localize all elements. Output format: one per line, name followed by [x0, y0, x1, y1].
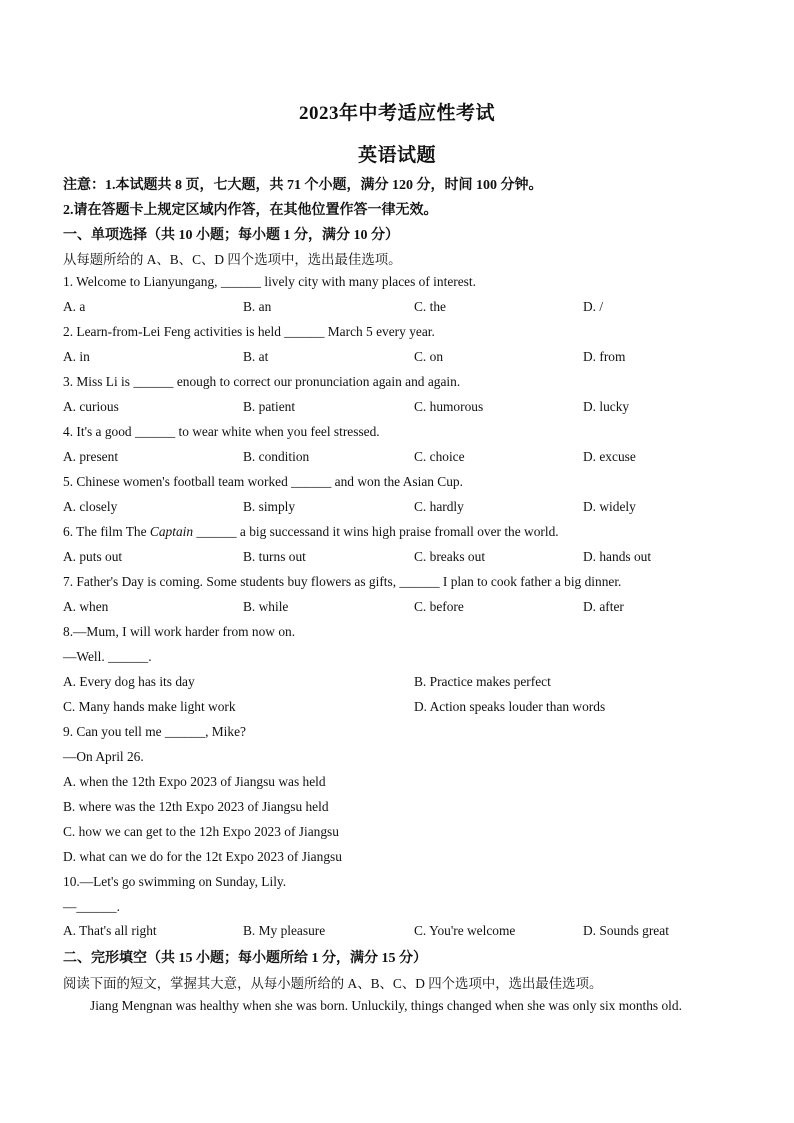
- question-9-option-a: A. when the 12th Expo 2023 of Jiangsu was held: [63, 774, 326, 789]
- question-2-option-b: B. at: [243, 349, 269, 364]
- question-1-option-d: D. /: [583, 299, 604, 314]
- question-8-line-1: 8.—Mum, I will work harder from now on.: [63, 624, 296, 639]
- question-9-line-2: —On April 26.: [63, 749, 144, 764]
- question-6-option-b: B. turns out: [243, 549, 306, 564]
- question-6-option-c: C. breaks out: [414, 549, 486, 564]
- question-6-stem-pre: 6. The film The: [63, 524, 150, 539]
- question-10-option-b: B. My pleasure: [243, 923, 326, 938]
- exam-subtitle: 英语试题: [357, 145, 436, 166]
- question-9-option-b: B. where was the 12th Expo 2023 of Jiangsu held: [63, 799, 329, 814]
- question-6-option-d: D. hands out: [583, 549, 652, 564]
- question-5-option-b: B. simply: [243, 499, 296, 514]
- question-9-option-c: C. how we can get to the 12h Expo 2023 of Jiangsu: [63, 824, 339, 839]
- question-10-option-a: A. That's all right: [63, 923, 157, 938]
- question-8-line-2: —Well. ______.: [63, 649, 152, 664]
- question-8-option-b: B. Practice makes perfect: [414, 674, 551, 689]
- question-1-stem: 1. Welcome to Lianyungang, ______ lively city with many places of interest.: [63, 274, 476, 289]
- question-3-option-b: B. patient: [243, 399, 296, 414]
- question-7-option-b: B. while: [243, 599, 289, 614]
- note-line-2: 2.请在答题卡上规定区域内作答，在其他位置作答一律无效。: [63, 203, 438, 218]
- question-9-option-d: D. what can we do for the 12t Expo 2023 of Jiangsu: [63, 849, 342, 864]
- exam-title: 2023年中考适应性考试: [298, 103, 495, 124]
- question-9-line-1: 9. Can you tell me ______, Mike?: [63, 724, 246, 739]
- question-5-option-a: A. closely: [63, 499, 118, 514]
- question-5-option-d: D. widely: [583, 499, 636, 514]
- section-1-instruction: 从每题所给的 A、B、C、D 四个选项中，选出最佳选项。: [63, 252, 402, 267]
- question-2-stem: 2. Learn-from-Lei Feng activities is held ______ March 5 every year.: [63, 324, 435, 339]
- question-5-stem: 5. Chinese women's football team worked ______ and won the Asian Cup.: [63, 474, 463, 489]
- question-2-option-d: D. from: [583, 349, 626, 364]
- section-1-heading: 一、单项选择（共 10 小题；每小题 1 分，满分 10 分）: [63, 228, 399, 243]
- question-3-option-c: C. humorous: [414, 399, 484, 414]
- question-4-option-d: D. excuse: [583, 449, 636, 464]
- question-6-stem-post: ______ a big successand it wins high praise fromall over the world.: [193, 524, 559, 539]
- question-4-option-c: C. choice: [414, 449, 465, 464]
- section-2-instruction: 阅读下面的短文，掌握其大意，从每小题所给的 A、B、C、D 四个选项中，选出最佳选项。: [63, 976, 603, 991]
- question-6-stem: [63, 524, 559, 540]
- question-10-line-2: —______.: [63, 899, 120, 914]
- question-6-option-a: A. puts out: [63, 549, 123, 564]
- question-10-option-d: D. Sounds great: [583, 923, 669, 938]
- question-5-option-c: C. hardly: [414, 499, 464, 514]
- passage-first-line: Jiang Mengnan was healthy when she was born. Unluckily, things changed when she was only six months old.: [90, 998, 682, 1013]
- question-7-option-a: A. when: [63, 599, 109, 614]
- question-3-option-d: D. lucky: [583, 399, 630, 414]
- question-4-stem: 4. It's a good ______ to wear white when you feel stressed.: [63, 424, 380, 439]
- question-8-option-c: C. Many hands make light work: [63, 699, 236, 714]
- question-10-option-c: C. You're welcome: [414, 923, 516, 938]
- question-7-stem: 7. Father's Day is coming. Some students buy flowers as gifts, ______ I plan to cook father a big dinner.: [63, 574, 622, 589]
- question-7-option-c: C. before: [414, 599, 464, 614]
- question-4-option-a: A. present: [63, 449, 119, 464]
- question-1-option-a: A. a: [63, 299, 86, 314]
- note-line-1: 注意：1.本试题共 8 页，七大题，共 71 个小题，满分 120 分，时间 100 分钟。: [63, 178, 543, 193]
- question-4-option-b: B. condition: [243, 449, 310, 464]
- question-8-option-d: D. Action speaks louder than words: [414, 699, 606, 714]
- question-6-film-title: Captain: [149, 524, 194, 539]
- question-3-option-a: A. curious: [63, 399, 119, 414]
- question-1-option-b: B. an: [243, 299, 272, 314]
- question-2-option-c: C. on: [414, 349, 444, 364]
- question-8-option-a: A. Every dog has its day: [63, 674, 195, 689]
- question-7-option-d: D. after: [583, 599, 624, 614]
- question-10-line-1: 10.—Let's go swimming on Sunday, Lily.: [63, 874, 287, 889]
- question-2-option-a: A. in: [63, 349, 90, 364]
- section-2-heading: 二、完形填空（共 15 小题；每小题所给 1 分，满分 15 分）: [63, 951, 427, 966]
- question-3-stem: 3. Miss Li is ______ enough to correct our pronunciation again and again.: [63, 374, 461, 389]
- question-1-option-c: C. the: [414, 299, 446, 314]
